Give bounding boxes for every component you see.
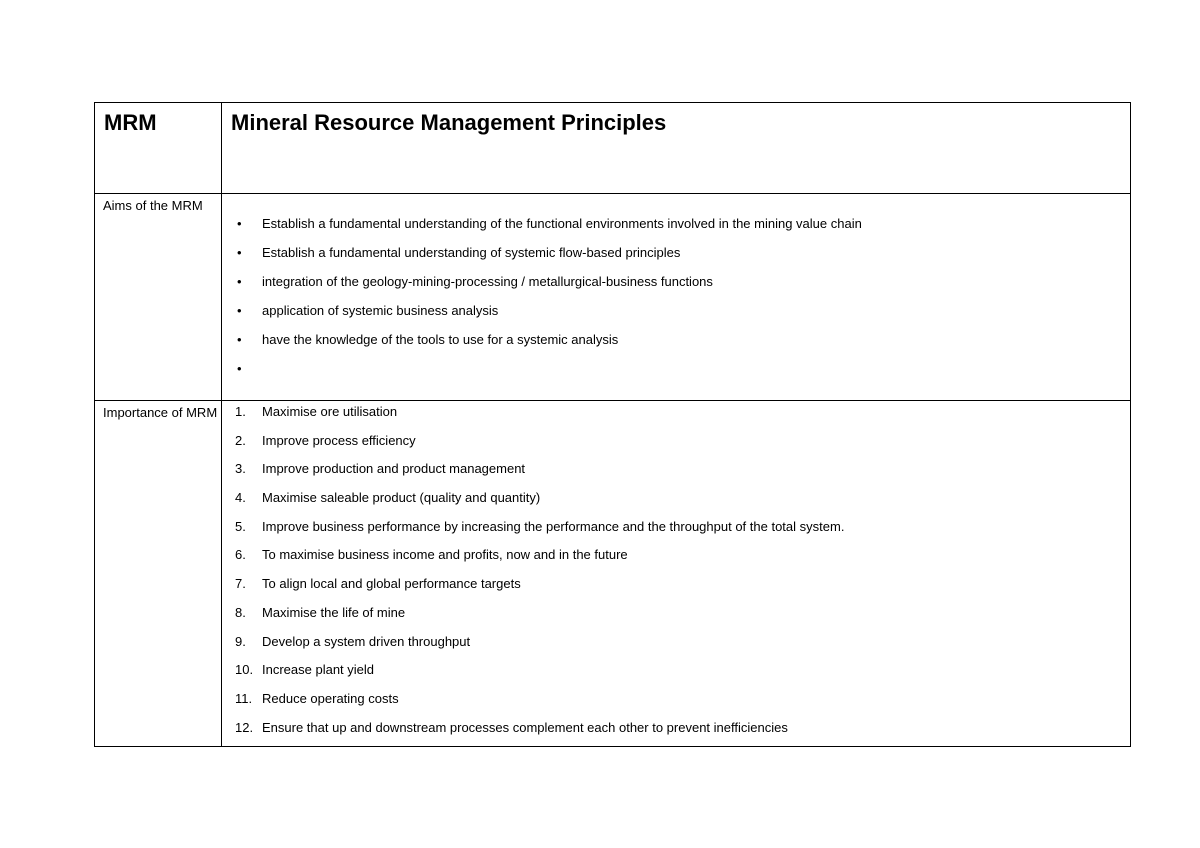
mrm-table: [94, 102, 1131, 747]
importance-text: To align local and global performance targets: [262, 576, 521, 592]
list-item: [222, 574, 1130, 603]
list-item: [222, 488, 1130, 517]
importance-text: Reduce operating costs: [262, 690, 399, 706]
importance-text: Improve business performance by increasing the performance and the throughput of the total system.: [262, 518, 845, 534]
importance-text: Maximise the life of mine: [262, 604, 406, 620]
aim-text: have the knowledge of the tools to use for a systemic analysis: [262, 332, 619, 347]
aim-text: application of systemic business analysis: [262, 303, 499, 318]
list-item: [222, 660, 1130, 689]
aims-label: Aims of the MRM: [95, 194, 222, 401]
importance-text: Ensure that up and downstream processes complement each other to prevent inefficiencies: [262, 719, 788, 735]
aims-list: [222, 194, 1130, 388]
bullet-icon: •: [237, 274, 242, 289]
header-title: Mineral Resource Management Principles: [222, 103, 1131, 194]
list-item: [222, 330, 1130, 359]
importance-list: [222, 401, 1130, 746]
importance-label: Importance of MRM: [95, 401, 222, 747]
item-number: 4.: [235, 490, 246, 506]
importance-text: Increase plant yield: [262, 662, 375, 678]
importance-row: [95, 401, 1131, 747]
bullet-icon: •: [237, 332, 242, 347]
aims-row: [95, 194, 1131, 401]
item-number: 10.: [235, 662, 254, 678]
list-item: [222, 214, 1130, 243]
header-row: [95, 103, 1131, 194]
aim-text: Establish a fundamental understanding of the functional environments involved in the mining value chain: [262, 216, 862, 231]
item-number: 9.: [235, 633, 246, 649]
header-code: MRM: [95, 103, 222, 194]
item-number: 7.: [235, 576, 246, 592]
list-item: [222, 689, 1130, 718]
list-item: [222, 402, 1130, 431]
bullet-icon: •: [237, 303, 242, 318]
list-item: [222, 603, 1130, 632]
importance-text: Maximise saleable product (quality and quantity): [262, 490, 541, 506]
item-number: 11.: [235, 690, 253, 706]
item-number: 12.: [235, 719, 254, 735]
importance-text: Improve process efficiency: [262, 432, 416, 448]
importance-text: Develop a system driven throughput: [262, 633, 471, 649]
item-number: 2.: [235, 432, 246, 448]
aim-text: integration of the geology-mining-processing / metallurgical-business functions: [262, 274, 713, 289]
bullet-icon: •: [237, 216, 242, 231]
aim-text: Establish a fundamental understanding of systemic flow-based principles: [262, 245, 681, 260]
item-number: 6.: [235, 547, 246, 563]
item-number: 3.: [235, 461, 246, 477]
list-item: [222, 718, 1130, 747]
list-item: [222, 243, 1130, 272]
aims-content: [222, 194, 1131, 401]
list-item: [222, 545, 1130, 574]
list-item: [222, 301, 1130, 330]
item-number: 8.: [235, 604, 246, 620]
list-item: [222, 632, 1130, 661]
item-number: 5.: [235, 518, 246, 534]
list-item: [222, 517, 1130, 546]
item-number: 1.: [235, 404, 246, 419]
list-item: [222, 431, 1130, 460]
importance-content: [222, 401, 1131, 747]
bullet-icon: •: [237, 361, 242, 376]
importance-text: Improve production and product management: [262, 461, 526, 477]
list-item: [222, 459, 1130, 488]
importance-text: To maximise business income and profits, now and in the future: [262, 547, 628, 563]
bullet-icon: •: [237, 245, 242, 260]
importance-text: Maximise ore utilisation: [262, 404, 398, 419]
list-item: [222, 359, 1130, 388]
list-item: [222, 272, 1130, 301]
